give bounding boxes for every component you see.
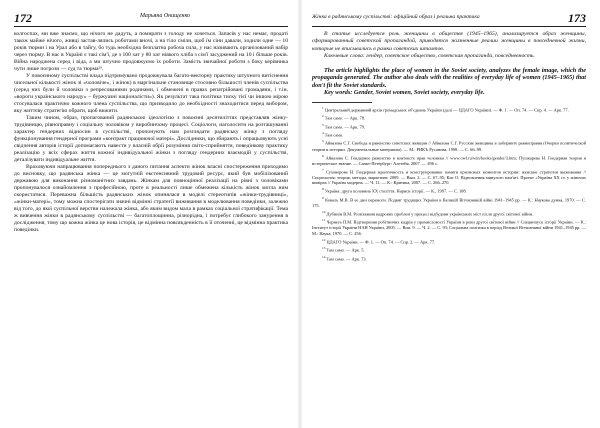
footnote (312, 196, 586, 209)
footnote-text: Там само. (323, 132, 344, 138)
right-page-number: 173 (568, 11, 586, 25)
footnote-text: Там само. — Арк. 5. (325, 247, 365, 253)
footnote-text: Коваль М.В. В ее дни перемоги. Подвиг трудящих України в Великій Вітчизняній війні 1941–1945 рр. — К.: Наукова думка, 1970. — С. 175. (312, 197, 586, 208)
footnote (312, 218, 586, 237)
left-page-number: 172 (14, 11, 32, 25)
footnote-number: 10 (322, 209, 326, 214)
abstract-ru (312, 31, 586, 61)
left-body-text (14, 31, 288, 234)
footnote (312, 154, 586, 167)
footnote-text: Центральний державний архів громадських об'єднань України (далі — ЦДАГО України). — Ф. 1. — Оп. 74. — Спр. 4. — Арк. 77. (323, 107, 569, 113)
abstract-ru-text: В статье исследуется роль женщины в обществе (1945–1965), анализируется образ женщины, сформированный советской пропагандой, приводятся жизненные реалии женщины в повседневной жизни, которые не вписывались в рамки советских штампов. (312, 31, 586, 52)
abstract-en-text: The article highlights the place of women in the Soviet society, analyzes the female image, which the propaganda generated. The author also deals with the realities of everyday life of women (1945–1965) that don't fit the Soviet standards. (312, 66, 586, 89)
footnote (312, 187, 586, 194)
footnote-text: ЦДАГО України. — Ф. 1. — Оп. 74. — Спр. 2. — Арк. 77. (325, 239, 436, 245)
footnote-number: 3 (322, 122, 324, 127)
footnote (312, 238, 586, 245)
footnote-separator (312, 102, 372, 103)
abstract-ru-keywords: Ключевые слова: гендер, советское общество, советская пропаганда, повседневность. (324, 53, 535, 60)
footnote-text: Айвазова С. Гендерное равенство в контексте прав человека // www.owl.ru/win/books/gender/3.htm; Пушкарева Н. Гендерная теория и историческое знание. — Санкт-Петербург: Алетейя, 2007. — 496 с. (312, 154, 586, 166)
footnotes-list (312, 106, 586, 262)
footnote (312, 168, 586, 187)
left-running-head: Марьяна Онищенко (139, 13, 191, 19)
right-running-head: Жінка в радянському суспільстві: офіційний образ і реальна практика (312, 14, 480, 20)
footnote-text: Чернега П.М. Відтворення робітничих кадрів у промисловості України в роки другої світової війни // Спецвипуск історії України. — К.: Інститут історії України НАН України, 2005. — Вип. 9. — Ч. 2. — С. 93; Соціальна політика в період Великої Вітчизняної війни 1941–1945 рр. — М.: Наука, 1970. — С. 256. (312, 219, 586, 236)
footnote (312, 123, 586, 130)
right-page (300, 0, 600, 428)
footnote-text: Дубинін В.М. Розв'язання кадрових проблем у процесі відбудови українських міст після другої світової війни. (325, 211, 534, 217)
right-page-header (312, 12, 586, 27)
footnote-number: 7 (322, 167, 324, 172)
footnote (312, 246, 586, 253)
footnote-text: Україна: друга половина ХХ століття. Нариси історії. — К., 1997. — С. 108. (323, 188, 467, 194)
footnote (312, 139, 586, 152)
abstract-en-keywords (312, 89, 586, 97)
body-paragraph: У повоєнному суспільстві влада підтримувано продовжувала багато-векторну практику штучного витіснення чисельної кількості жінок зі «чоловіче», і жінок) в маргінальне становище стосовно більшості членів суспільства (серед них були й чоловіки з репресованими родинами, і обмежені в правах репатрійовані громадяни, і т.ін. «вороги українського народу» – буржуазні націоналісти»). Як результат така політика тиску тієї чи іншою мірою стосувалася практично кожного члена суспільства, що призводило до необхідності знаходитися перед вибором, яку життєву стратегію обрати, щоб вижити. (14, 73, 288, 114)
footnote-number: 11 (322, 218, 326, 223)
footnote-number: 6 (322, 153, 324, 158)
abstract-en (312, 67, 586, 97)
footnote-number: 4 (322, 131, 324, 136)
body-paragraph: Таким чином, образ, пропагований радянською ідеологією з повоєнні десятиліттях представляв жінку-трудівницю, рівноправну і соціальну чоловіком у виробничому процесі. Соціологи, наголосити на розташуванні характер гендерних відносин в суспільстві, пропонують нам розглядати радянську жінку з погляду функціонування гендерної програми «контракт працюючої матері». Дослідники, що збирають і опрацьовують усні свідчення авторів історії допомагають навести у власній обрії розуміння світо-сприйняття, поведінкову практику реалізацію у всіх сферах життя кожної індивідуальної жінки з погляду гендерних взаємодій у суспільстві, деталізувати індивідуальне життя. (14, 115, 288, 163)
footnote-number: 14 (322, 254, 326, 259)
footnote-number: 5 (322, 139, 324, 144)
footnote (312, 114, 586, 121)
footnote-number: 12 (322, 237, 326, 242)
footnote-number: 1 (322, 106, 324, 110)
footnote-number: 13 (322, 246, 326, 251)
footnote (312, 210, 586, 217)
footnote-number: 2 (322, 114, 324, 119)
keywords-label: Key words: (324, 89, 353, 97)
footnote-number: 8 (322, 187, 324, 192)
footnote-text: Там само. — Арк. 78. (323, 115, 365, 121)
footnote-text: Там само. — Арк. 79. (323, 124, 365, 130)
footnote (312, 106, 586, 113)
footnote-text: Айвазова С.Г. Свобода и равенство советских женщин // Айвазова С.Г. Русские женщины в лабиринте равноправия (Очерки политической теории и истории. Документальные материалы). — М.: РИКЪ Русанова, 1998. — С. 66–99. (312, 140, 586, 152)
footnote-number: 9 (322, 195, 324, 200)
left-page-header (14, 12, 288, 27)
footnote (312, 131, 586, 138)
body-paragraph: Враховуючи напрацювання попереднього з даного питання аспекти жінок власні спостереження приходимо до висновку, що радянська жінка — це могутній екстенсивний трудовий ресурс, який був мобілізований державою для виконання різноманітних завдань. Жінкам для повноцінної реалізації на рівні з чоловіками пропонувалося ознайомлення з професійною, проте в реальності лише обмежена кількість жінок могла ним скористатися. Переважна більшість радянських жінок опинялася в моделі стереотипів «жінки-трудівниці», «жінки-матері», тому можна спостерігати значні відмінні стратегії виживання в моделювання поведінки, залежно від того, до якої суспільної верстви належала жінка, або яким видом мала в рамках соціальної стратифікації. Тема ж вивчення жінки в радянському суспільстві — багатоплощинна, різнорідна, і потребує глибокого занурення в дослідження, тому що кожна жінка це нова історія, це відмінна повсякденність в її оточенні, це відмінна практика поведінки. (14, 164, 288, 233)
footnote-text: Там само. — Арк. 73. (325, 256, 367, 262)
footnote-text: Суховерова Н. Гендерная идентичность и конструирование памяти кризисных моментов истории: женские стратегии выживания // Социология: теория, методы, маркетинг. 2009. — Вып. 2. — С. 67–95; Кис О. Відновлення минулого пам'яті. Проект «Україна ХХ ст. у жіночих вимірах // Україна модерна. — Ч. 11. — К.: Критика, 2007. — С. 266–270. (312, 169, 586, 186)
keywords-value: Gender, Soviet women, Soviet society, everyday life. (353, 89, 485, 97)
body-paragraph: колгоспах, ми вже знаємо, що нічого не дадуть, а помирати з голоду не хочеться. Запасів у нас немає, продаті також майже нічого, живці застав-лялись роботами вночі, а на тіло сміли, щоб їм сіни давали, ходили одне — 10 років тюрми і на Урал або в тайгу, бо тудь необхідна безплатна робоча сила, у нас називають організований набір через тюрму. В нас в Україні є такі сім'ї, де з 100 хат у 80 хат ніякого хліба з сім'ї засуджений на 10 і більше років. Війна народжена серед і віда, а ми штучно продовжуємо їх роботи. Замість звичайної роботи з боку керівника чути лише погрози — суд та тюрма²³. (14, 31, 288, 72)
footnote (312, 255, 586, 262)
